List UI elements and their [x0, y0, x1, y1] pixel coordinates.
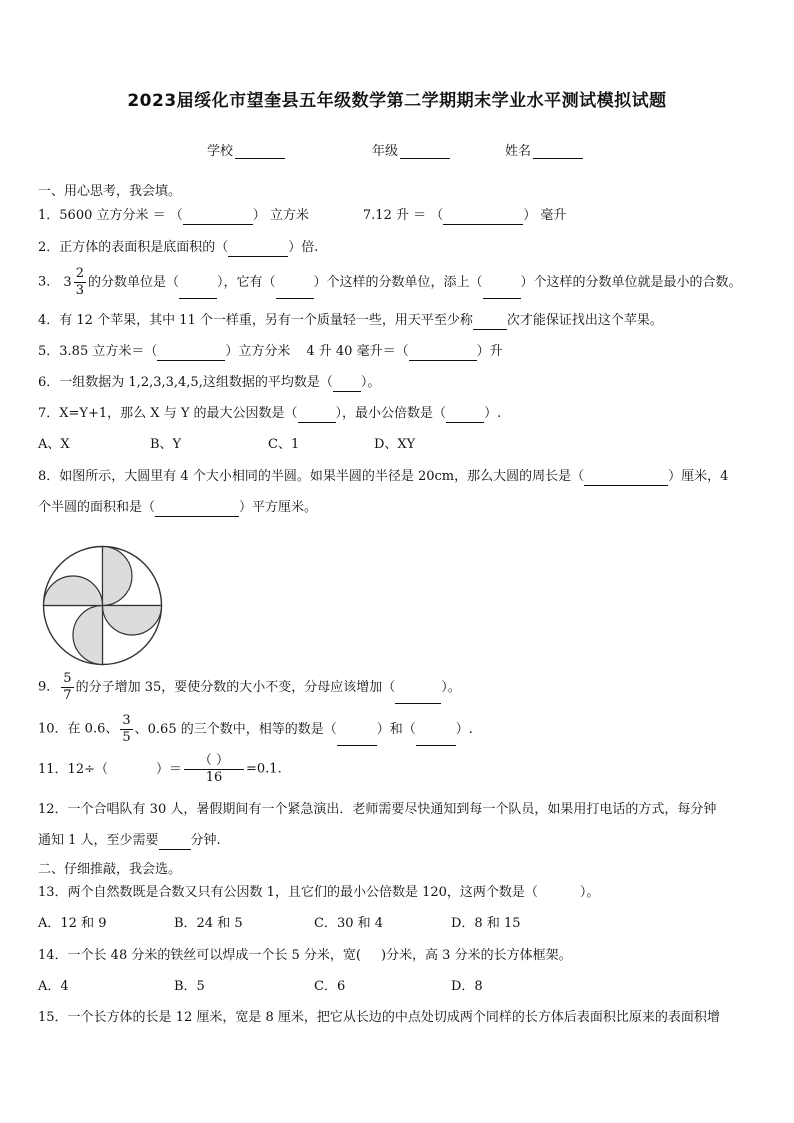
q10-denominator: 5 — [122, 730, 131, 745]
q10-text-c: ）和（ — [376, 721, 416, 737]
q5-blank-2[interactable] — [409, 346, 477, 361]
q10-text-a: 在 0.6、 — [67, 721, 119, 737]
question-14 — [38, 947, 572, 965]
q7-blank-1[interactable] — [298, 408, 336, 423]
question-8 — [38, 468, 728, 486]
q3-number: 3． — [38, 274, 60, 290]
q1-blank-1[interactable] — [183, 210, 253, 225]
name-label: 姓名 — [505, 144, 532, 159]
q6-number: 6． — [38, 375, 60, 390]
circle-diagram — [40, 543, 165, 668]
school-label: 学校 — [207, 144, 234, 159]
q14-number: 14． — [38, 948, 68, 963]
q3-text-a: 的分数单位是（ — [87, 274, 179, 290]
q9-number: 9． — [38, 679, 60, 695]
q14-end: )分米，高 3 分米的长方体框架。 — [380, 948, 572, 963]
q9-text-a: 的分子增加 35，要使分数的大小不变，分母应该增加（ — [75, 679, 396, 695]
q7-number: 7． — [38, 406, 60, 421]
q11-number: 11． — [38, 761, 68, 777]
q14-option-c[interactable]: C．6 — [314, 979, 346, 994]
q5-number: 5． — [38, 344, 60, 359]
q10-blank-1[interactable] — [337, 731, 377, 746]
semicircle-left — [44, 576, 103, 605]
q1-text-d: ） 毫升 — [523, 208, 567, 223]
q7-text-b: ），最小公倍数是（ — [335, 406, 447, 421]
q15-text: 一个长方体的长是 12 厘米，宽是 8 厘米，把它从长边的中点处切成两个同样的长方体后表面积比原来的表面积增 — [67, 1010, 720, 1025]
q8-blank-1[interactable] — [584, 471, 668, 486]
question-2 — [38, 239, 318, 257]
q12-number: 12． — [38, 802, 68, 817]
q9-numerator: 5 — [63, 671, 72, 686]
q5-text-b: ）立方分米 — [225, 344, 291, 359]
q1-blank-2[interactable] — [443, 210, 523, 225]
q1-text-a: 5600 立方分米 ＝ （ — [59, 208, 183, 223]
q6-text: 一组数据为 1,2,3,3,4,5,这组数据的平均数是（ — [59, 375, 333, 390]
q11-text-c: =0.1. — [246, 761, 282, 777]
question-15 — [38, 1009, 720, 1027]
q3-blank-2[interactable] — [276, 284, 314, 299]
q3-text-d: ）个这样的分数单位就是最小的合数。 — [520, 274, 742, 290]
semicircle-figure — [40, 543, 165, 672]
q11-text-b: ）＝ — [155, 761, 182, 777]
q10-text-b: 、0.65 的三个数中，相等的数是（ — [134, 721, 337, 737]
q4-end: 次才能保证找出这个苹果。 — [506, 313, 663, 328]
q5-text-c: 4 升 40 毫升＝（ — [306, 344, 409, 359]
q13-text: 两个自然数既是合数又只有公因数 1，且它们的最小公倍数是 120，这两个数是（ — [67, 885, 538, 900]
q13-option-a[interactable]: A．12 和 9 — [38, 916, 107, 931]
q1-text-b: ） 立方米 — [252, 208, 309, 223]
q9-text-b: ）。 — [441, 679, 461, 695]
q7-text-c: ）. — [484, 406, 502, 421]
grade-label: 年级 — [372, 144, 399, 159]
q3-blank-1[interactable] — [179, 284, 217, 299]
section-1-heading: 一、用心思考，我会填。 — [38, 184, 182, 199]
q6-blank[interactable] — [333, 377, 361, 392]
q10-blank-2[interactable] — [416, 731, 456, 746]
question-6 — [38, 374, 380, 392]
q14-text: 一个长 48 分米的铁丝可以焊成一个长 5 分米，宽( — [67, 948, 361, 963]
q3-text-c: ）个这样的分数单位，添上（ — [313, 274, 483, 290]
q12-blank[interactable] — [159, 835, 191, 850]
question-7 — [38, 405, 501, 423]
q7-option-b[interactable]: B、Y — [150, 437, 182, 452]
q4-number: 4． — [38, 313, 60, 328]
q10-text-d: ）. — [455, 721, 473, 737]
q13-option-c[interactable]: C．30 和 4 — [314, 916, 384, 931]
q6-end: ）。 — [360, 375, 381, 390]
q13-options — [38, 915, 521, 933]
q11-denominator: 16 — [205, 770, 223, 785]
q7-options — [38, 436, 415, 454]
school-field — [207, 140, 285, 159]
school-blank[interactable] — [235, 145, 285, 159]
q11-numerator[interactable]: （ ） — [184, 753, 244, 770]
q10-numerator: 3 — [122, 713, 131, 728]
q5-text-d: ）升 — [476, 344, 503, 359]
q1-text-c: 7.12 升 ＝ （ — [362, 208, 444, 223]
q12-text-c: 分钟. — [190, 833, 221, 848]
q14-option-d[interactable]: D．8 — [451, 979, 483, 994]
question-12-cont — [38, 832, 221, 850]
q3-denominator: 3 — [75, 283, 84, 298]
q13-end: ）。 — [579, 885, 600, 900]
q11-text-a: 12÷（ — [67, 761, 108, 777]
question-10 — [38, 713, 473, 746]
q2-blank[interactable] — [228, 242, 288, 257]
q8-blank-2[interactable] — [155, 502, 239, 517]
q3-whole: 3 — [63, 274, 72, 290]
name-field — [505, 140, 583, 159]
question-1 — [38, 207, 566, 225]
q12-text-a: 一个合唱队有 30 人，暑假期间有一个紧急演出．老师需要尽快通知到每一个队员，如果用打电话的方式，每分钟 — [67, 802, 717, 817]
q2-end: ）倍. — [288, 240, 319, 255]
q3-blank-3[interactable] — [483, 284, 521, 299]
question-4 — [38, 312, 663, 330]
q8-number: 8． — [38, 469, 60, 484]
q7-option-d[interactable]: D、XY — [374, 437, 416, 452]
q3-text-b: ），它有（ — [217, 274, 276, 290]
q3-numerator: 2 — [75, 266, 84, 281]
q12-text-b: 通知 1 人，至少需要 — [38, 833, 159, 848]
q4-text: 有 12 个苹果，其中 11 个一样重，另有一个质量轻一些，用天平至少称 — [59, 313, 473, 328]
q10-number: 10． — [38, 721, 68, 737]
q13-option-b[interactable]: B．24 和 5 — [174, 916, 243, 931]
q8-text-d: ）平方厘米。 — [239, 500, 318, 515]
q5-blank-1[interactable] — [157, 346, 225, 361]
q2-text: 正方体的表面积是底面积的（ — [59, 240, 229, 255]
q9-blank[interactable] — [395, 689, 441, 704]
q13-option-d[interactable]: D．8 和 15 — [451, 916, 521, 931]
question-8-cont — [38, 499, 317, 517]
q1-number: 1． — [38, 208, 60, 223]
q4-blank[interactable] — [473, 315, 507, 330]
q8-text-b: ）厘米，4 — [668, 469, 729, 484]
name-blank[interactable] — [533, 145, 583, 159]
q14-option-b[interactable]: B．5 — [174, 979, 205, 994]
q7-option-c[interactable]: C、1 — [268, 437, 300, 452]
question-11 — [38, 753, 282, 786]
question-13 — [38, 884, 599, 902]
page-title: 2023届绥化市望奎县五年级数学第二学期期末学业水平测试模拟试题 — [127, 91, 667, 111]
q5-text-a: 3.85 立方米＝（ — [59, 344, 158, 359]
semicircle-top — [103, 547, 132, 606]
semicircle-bottom — [73, 606, 103, 665]
grade-blank[interactable] — [400, 145, 450, 159]
q7-text-a: X=Y+1，那么 X 与 Y 的最大公因数是（ — [59, 406, 298, 421]
question-3 — [38, 266, 742, 299]
section-2-heading: 二、仔细推敲，我会选。 — [38, 862, 182, 877]
q7-blank-2[interactable] — [446, 408, 484, 423]
grade-field — [372, 140, 450, 159]
q9-denominator: 7 — [63, 688, 72, 703]
q13-number: 13． — [38, 885, 68, 900]
q3-mixed-number — [63, 266, 88, 299]
q14-option-a[interactable]: A．4 — [38, 979, 69, 994]
question-12 — [38, 801, 716, 819]
semicircle-right — [103, 606, 162, 636]
question-5 — [38, 343, 503, 361]
q2-number: 2． — [38, 240, 60, 255]
q7-option-a[interactable]: A、X — [38, 437, 70, 452]
q8-text-c: 个半圆的面积和是（ — [38, 500, 156, 515]
q8-text-a: 如图所示，大圆里有 4 个大小相同的半圆。如果半圆的半径是 20cm，那么大圆的周长是（ — [59, 469, 585, 484]
q15-number: 15． — [38, 1010, 68, 1025]
question-9 — [38, 671, 461, 704]
q14-options — [38, 978, 483, 996]
